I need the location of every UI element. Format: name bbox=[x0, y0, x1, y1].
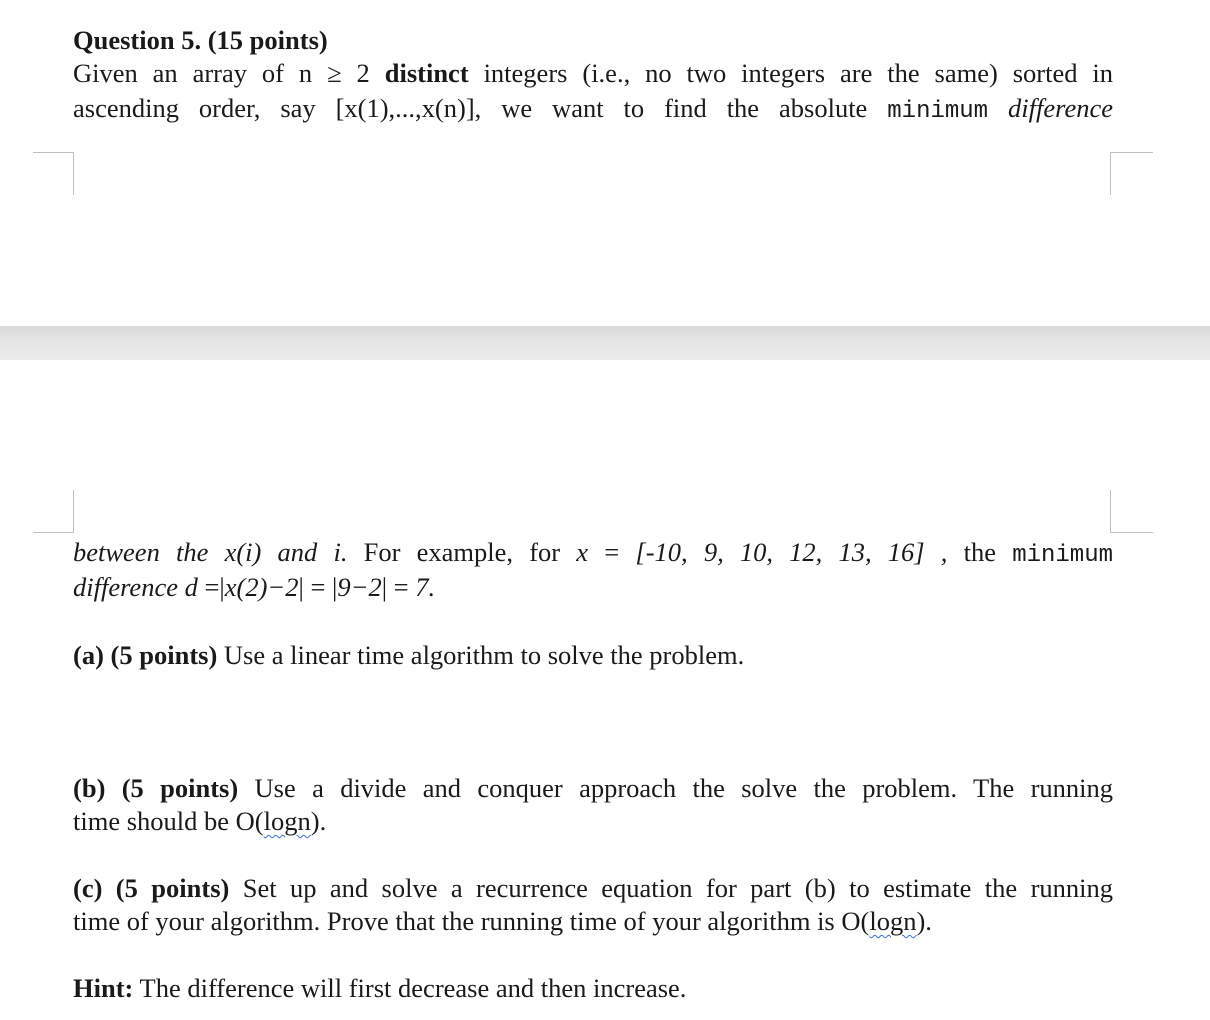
text-run: The difference will first decrease and then increase. bbox=[133, 973, 687, 1003]
text-run: For example, for bbox=[347, 537, 577, 567]
text-run: Set up and solve a recurrence equation for part (b) to estimate the running bbox=[229, 873, 1113, 903]
italic-text: 7. bbox=[415, 572, 436, 602]
text-run: Use a linear time algorithm to solve the problem. bbox=[217, 640, 745, 670]
text-run: =| bbox=[204, 572, 225, 602]
hint-label: Hint: bbox=[73, 973, 134, 1003]
question-heading: Question 5. (15 points) bbox=[73, 25, 328, 55]
paragraph-line bbox=[73, 92, 1113, 128]
italic-text: difference d bbox=[73, 572, 205, 602]
text-run: ascending order, say [x(1),...,x(n)], we want to find the absolute bbox=[73, 93, 888, 123]
margin-corner-mark bbox=[33, 490, 74, 533]
mono-text: minimum bbox=[1012, 542, 1114, 569]
italic-text: 9−2 bbox=[337, 572, 382, 602]
mono-text: minimum bbox=[887, 98, 989, 125]
part-b-line2 bbox=[73, 805, 1113, 838]
text-run: | = bbox=[381, 572, 416, 602]
paragraph-line bbox=[73, 571, 1113, 604]
part-a bbox=[73, 639, 1113, 672]
part-c-line2 bbox=[73, 905, 1113, 938]
part-b-line1 bbox=[73, 772, 1113, 805]
text-run: Use a divide and conquer approach the solve the problem. The running bbox=[238, 773, 1114, 803]
document-page-2 bbox=[0, 360, 1210, 1020]
italic-text: difference bbox=[988, 93, 1113, 123]
text-run: ). bbox=[916, 906, 932, 936]
italic-text: [-10, 9, 10, 12, 13, 16] , bbox=[635, 537, 948, 567]
margin-corner-mark bbox=[1110, 152, 1153, 195]
part-label: (c) (5 points) bbox=[73, 873, 230, 903]
part-c-line1 bbox=[73, 872, 1113, 905]
italic-text: between the x(i) and i. bbox=[73, 537, 348, 567]
document-page-1 bbox=[0, 0, 1210, 326]
spellcheck-word: logn bbox=[869, 906, 917, 936]
page-break-gap bbox=[0, 326, 1210, 360]
part-label: (b) (5 points) bbox=[73, 773, 239, 803]
paragraph-line bbox=[73, 536, 1113, 572]
hint bbox=[73, 972, 1113, 1005]
italic-text: x(2)−2 bbox=[224, 572, 299, 602]
text-run: ). bbox=[310, 806, 327, 836]
text-run: time should be O( bbox=[73, 806, 264, 836]
margin-corner-mark bbox=[33, 152, 74, 195]
text-run: = bbox=[588, 537, 636, 567]
spellcheck-word: logn bbox=[263, 806, 311, 836]
text-run: Given an array of n ≥ 2 bbox=[73, 58, 385, 88]
part-label: (a) (5 points) bbox=[73, 640, 218, 670]
bold-text: distinct bbox=[384, 58, 469, 88]
italic-text: x bbox=[576, 537, 589, 567]
text-run: | = | bbox=[298, 572, 338, 602]
text-run: time of your algorithm. Prove that the running time of your algorithm is O( bbox=[73, 906, 870, 936]
paragraph-line bbox=[73, 57, 1113, 90]
margin-corner-mark bbox=[1110, 490, 1153, 533]
text-run: integers (i.e., no two integers are the same) sorted in bbox=[468, 58, 1114, 88]
text-run: the bbox=[947, 537, 1013, 567]
